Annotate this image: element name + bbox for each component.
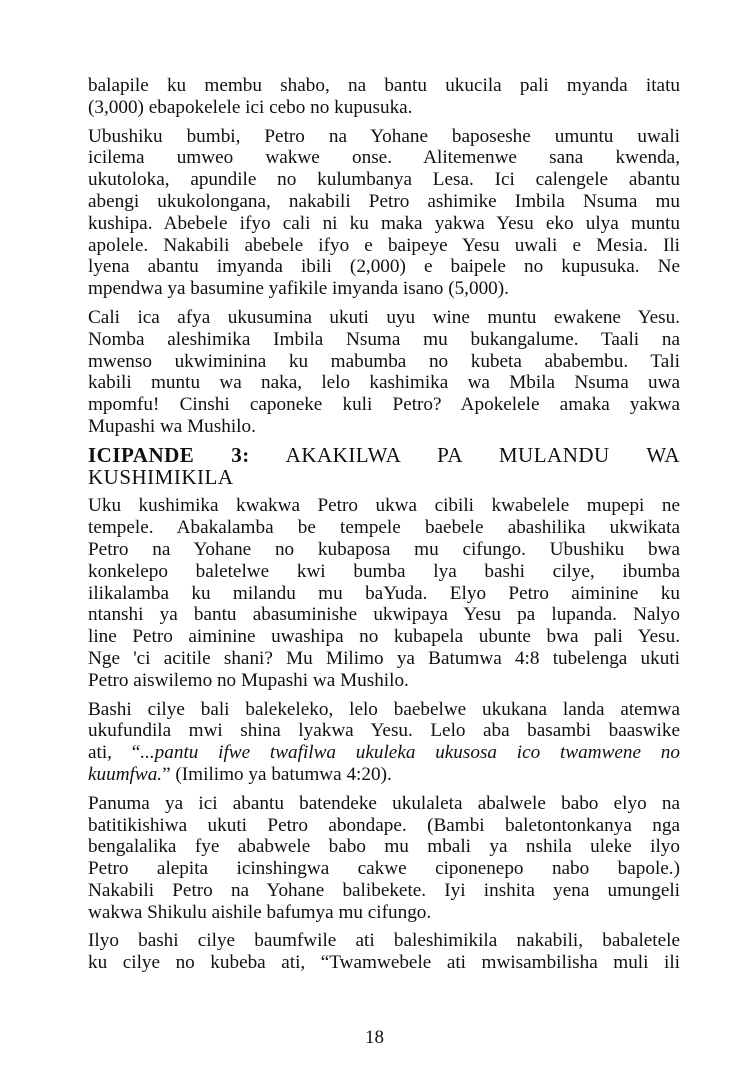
- text-line: mwenso ukwiminina ku mabumba no kubeta ababembu. Tali: [88, 350, 680, 372]
- text-line: wakwa Shikulu aishile bafumya mu cifungo.: [88, 901, 432, 923]
- text-line: icilema umweo wakwe onse. Alitemenwe sana kwenda,: [88, 147, 680, 169]
- text-line: Nge 'ci acitile shani? Mu Milimo ya Batumwa 4:8 tubelenga ukuti: [88, 647, 680, 669]
- paragraph: [88, 930, 680, 974]
- text-line: Nomba aleshimika Imbila Nsuma mu bukangalume. Taali na: [88, 328, 680, 350]
- italic-quote: ...pantu ifwe twafilwa ukuleka ukusosa ico twamwene no: [140, 742, 680, 764]
- text-line: ilikalamba ku milandu mu baYuda. Elyo Petro aiminine ku: [88, 582, 680, 604]
- text-line: tempele. Abakalamba be tempele baebele abashilika ukwikata: [88, 517, 680, 539]
- text-line: Bashi cilye bali balekeleko, lelo baebelwe ukukana landa atemwa: [88, 698, 680, 720]
- text-line: balapile ku membu shabo, na bantu ukucila pali myanda itatu: [88, 75, 680, 96]
- text-segment: ati, “: [88, 742, 141, 764]
- text-line: mpomfu! Cinshi caponeke kuli Petro? Apokelele amaka yakwa: [88, 394, 680, 416]
- text-line: [88, 742, 680, 764]
- text-line: bengalalika fye ababwele babo mu mbali ya nshila uleke ilyo: [88, 836, 680, 858]
- text-line: batitikishiwa ukuti Petro abondape. (Bambi baletontonkanya nga: [88, 814, 680, 836]
- paragraph: [88, 699, 680, 786]
- document-page: [88, 75, 680, 981]
- text-line: konkelepo baletelwe kwi bumba lya bashi cilye, ibumba: [88, 560, 680, 582]
- text-line: (3,000) ebapokelele ici cebo no kupusuka.: [88, 96, 413, 118]
- text-line: kabili muntu wa naka, lelo kashimika wa Mbila Nsuma uwa: [88, 372, 680, 394]
- text-line: [88, 764, 680, 786]
- text-line: apolele. Nakabili abebele ifyo e baipeye Yesu uwali e Mesia. Ili: [88, 234, 680, 256]
- text-line: mpendwa ya basumine yafikile imyanda isano (5,000).: [88, 278, 509, 300]
- paragraph: [88, 495, 680, 691]
- text-line: Nakabili Petro na Yohane balibekete. Iyi inshita yena umungeli: [88, 879, 680, 901]
- text-line: line Petro aiminine uwashipa no kubapela ubunte bwa pali Yesu.: [88, 626, 680, 648]
- paragraph: [88, 793, 680, 924]
- text-line: Petro na Yohane no kubaposa mu cifungo. Ubushiku bwa: [88, 538, 680, 560]
- text-line: Panuma ya ici abantu batendeke ukulaleta abalwele babo elyo na: [88, 792, 680, 814]
- page-number: 18: [365, 1027, 384, 1048]
- text-segment: ” (Imilimo ya batumwa 4:20).: [162, 763, 392, 785]
- section-heading: [88, 442, 680, 489]
- text-line: [88, 442, 680, 467]
- text-line: ukufundila mwi shina lyakwa Yesu. Lelo aba basambi baaswike: [88, 720, 680, 742]
- text-line: ku cilye no kubeba ati, “Twamwebele ati mwisambilisha muli ili: [88, 952, 680, 974]
- text-line: Petro alepita icinshingwa cakwe ciponenepo nabo bapole.): [88, 858, 680, 880]
- text-line: ukutoloka, apundile no kulumbanya Lesa. Ici calengele abantu: [88, 169, 680, 191]
- paragraph: [88, 126, 680, 300]
- text-line: Ubushiku bumbi, Petro na Yohane baposeshe umuntu uwali: [88, 125, 680, 147]
- text-line: Petro aiswilemo no Mupashi wa Mushilo.: [88, 669, 409, 691]
- text-line: Ilyo bashi cilye baumfwile ati baleshimikila nakabili, babaletele: [88, 930, 680, 952]
- text-line: ntanshi ya bantu abasuminishe ukwipaya Yesu pa lupanda. Nalyo: [88, 604, 680, 626]
- text-line: Mupashi wa Mushilo.: [88, 415, 256, 437]
- text-line: abengi ukukolongana, nakabili Petro ashimike Imbila Nsuma mu: [88, 190, 680, 212]
- text-line: lyena abantu imyanda ibili (2,000) e baipele no kupusuka. Ne: [88, 256, 680, 278]
- paragraph: [88, 307, 680, 438]
- paragraph: [88, 75, 680, 119]
- text-line: Cali ica afya ukusumina ukuti uyu wine muntu ewakene Yesu.: [88, 306, 680, 328]
- bold-label: ICIPANDE 3:: [88, 442, 250, 467]
- text-line: Uku kushimika kwakwa Petro ukwa cibili kwabelele mupepi ne: [88, 495, 680, 517]
- text-line: kushipa. Abebele ifyo cali ni ku maka yakwa Yesu eko ulya muntu: [88, 212, 680, 234]
- text-line: KUSHIMIKILA: [88, 464, 234, 489]
- text-segment: AKAKILWA PA MULANDU WA: [249, 442, 680, 467]
- italic-quote: kuumfwa.: [88, 763, 163, 785]
